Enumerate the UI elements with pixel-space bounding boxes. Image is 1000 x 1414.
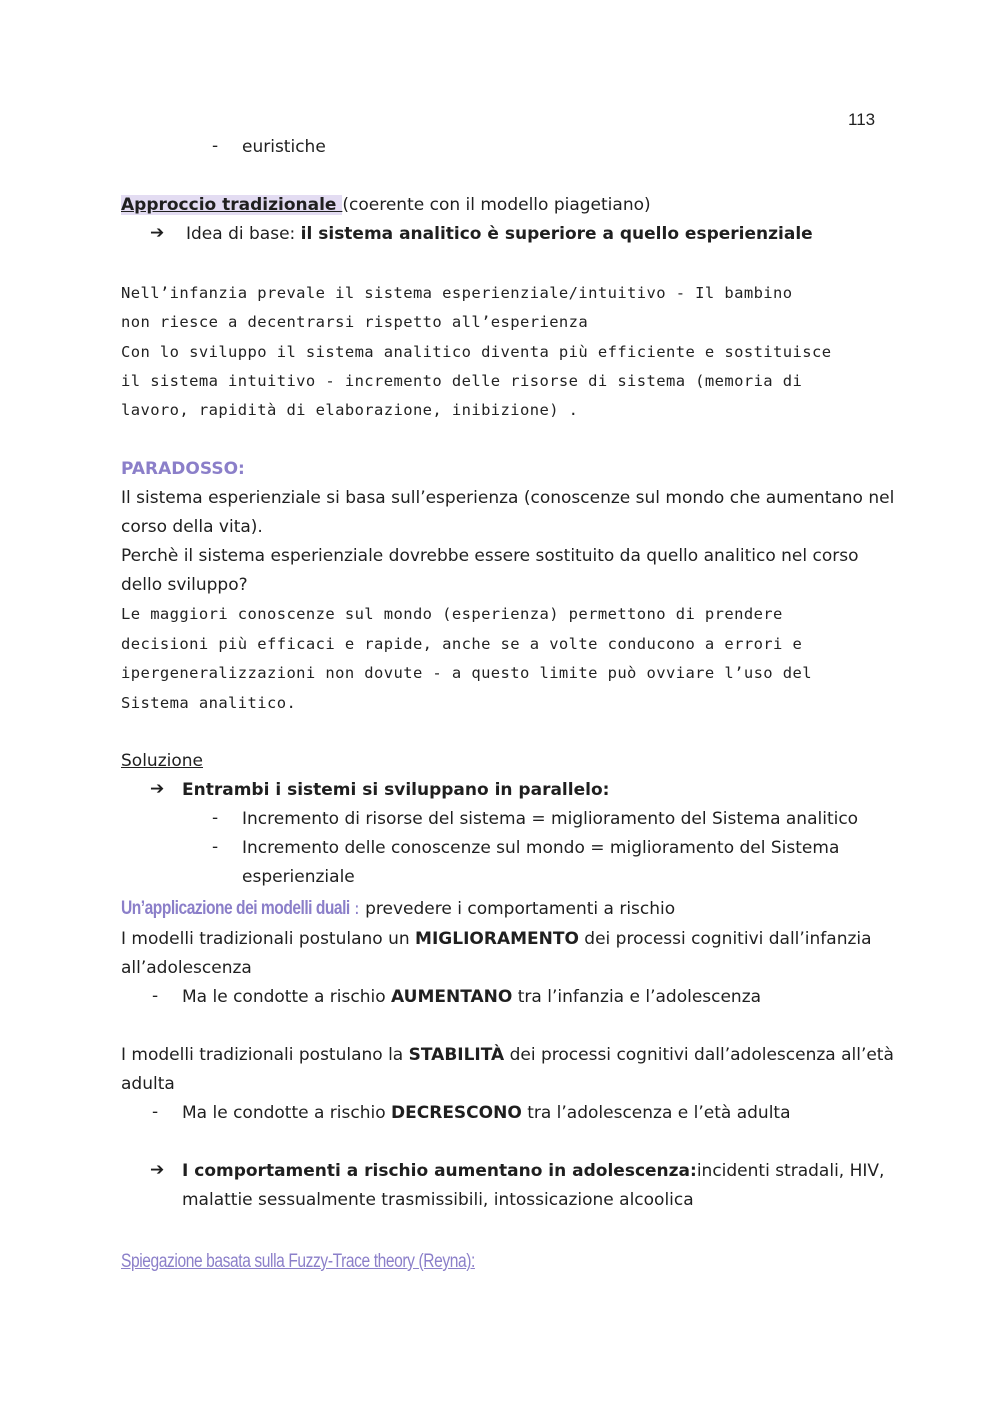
idea-prefix: Idea di base: <box>186 224 301 244</box>
arrow-item <box>182 1160 884 1182</box>
applicazione-colon: : <box>353 899 366 919</box>
soluzione-sub: Incremento di risorse del sistema = miglioramento del Sistema analitico <box>242 809 859 829</box>
bold-text: DECRESCONO <box>391 1103 522 1123</box>
arrow-bullet: ➔ <box>150 223 165 243</box>
list-dash: - <box>212 808 219 828</box>
text: incidenti stradali, HIV, <box>696 1161 885 1181</box>
paragraph-line: adulta <box>121 1074 175 1094</box>
mono-line: Le maggiori conoscenze sul mondo (esperienza) permettono di prendere <box>121 605 783 623</box>
idea-di-base <box>186 223 813 245</box>
mono-line: Nell’infanzia prevale il sistema esperienziale/intuitivo - Il bambino <box>121 284 793 302</box>
page-number: 113 <box>848 110 876 129</box>
paradosso-line: Il sistema esperienziale si basa sull’esperienza (conoscenze sul mondo che aumentano nel <box>121 488 895 508</box>
mono-line: il sistema intuitivo - incremento delle risorse di sistema (memoria di <box>121 372 803 390</box>
spiegazione-text: Spiegazione basata sulla Fuzzy-Trace theory (Reyna): <box>121 1251 475 1272</box>
spiegazione-heading <box>121 1251 553 1273</box>
approccio-heading <box>121 194 651 216</box>
mono-line: ipergeneralizzazioni non dovute - a questo limite può ovviare l’uso del <box>121 664 812 682</box>
approccio-title: Approccio tradizionale <box>121 195 343 215</box>
mono-line: Con lo sviluppo il sistema analitico diventa più efficiente e sostituisce <box>121 343 832 361</box>
text: tra l’infanzia e l’adolescenza <box>512 987 762 1007</box>
mono-line: non riesce a decentrarsi rispetto all’esperienza <box>121 313 589 331</box>
soluzione-sub: Incremento delle conoscenze sul mondo = miglioramento del Sistema <box>242 838 840 858</box>
mono-line: decisioni più efficaci e rapide, anche se a volte conducono a errori e <box>121 635 803 653</box>
arrow-bullet: ➔ <box>150 779 165 799</box>
arrow-bullet: ➔ <box>150 1160 165 1180</box>
idea-bold: il sistema analitico è superiore a quello esperienziale <box>300 224 813 244</box>
text: tra l’adolescenza e l’età adulta <box>521 1103 791 1123</box>
applicazione-heading <box>121 898 675 920</box>
text: I modelli tradizionali postulano un <box>121 929 416 949</box>
list-item <box>182 986 761 1008</box>
paragraph-line <box>121 1044 894 1066</box>
soluzione-heading: Soluzione <box>121 751 203 771</box>
paragraph-line <box>121 928 872 950</box>
bold-text: MIGLIORAMENTO <box>415 929 579 949</box>
list-dash: - <box>152 986 159 1006</box>
list-item-euristiche: euristiche <box>242 137 326 157</box>
paradosso-line: corso della vita). <box>121 517 263 537</box>
text: dei processi cognitivi dall’infanzia <box>578 929 872 949</box>
approccio-note: (coerente con il modello piagetiano) <box>342 195 651 215</box>
soluzione-sub-cont: esperienziale <box>242 867 355 887</box>
arrow-item-cont: malattie sessualmente trasmissibili, intossicazione alcoolica <box>182 1190 694 1210</box>
paradosso-heading: PARADOSSO: <box>121 459 245 479</box>
applicazione-title: Un’applicazione dei modelli duali <box>121 898 350 919</box>
list-dash: - <box>212 837 219 857</box>
list-dash: - <box>152 1102 159 1122</box>
text: dei processi cognitivi dall’adolescenza all’età <box>504 1045 894 1065</box>
paragraph-line: all’adolescenza <box>121 958 252 978</box>
text: I modelli tradizionali postulano la <box>121 1045 409 1065</box>
paradosso-line: dello sviluppo? <box>121 575 248 595</box>
text: Ma le condotte a rischio <box>182 987 392 1007</box>
mono-line: Sistema analitico. <box>121 694 297 712</box>
bold-text: STABILITÀ <box>408 1045 505 1065</box>
bold-text: I comportamenti a rischio aumentano in adolescenza: <box>182 1161 697 1181</box>
list-item <box>182 1102 791 1124</box>
text: Ma le condotte a rischio <box>182 1103 392 1123</box>
bold-text: AUMENTANO <box>391 987 513 1007</box>
list-dash: - <box>212 136 219 156</box>
applicazione-rest: prevedere i comportamenti a rischio <box>365 899 676 919</box>
paradosso-line: Perchè il sistema esperienziale dovrebbe essere sostituito da quello analitico nel corso <box>121 546 859 566</box>
soluzione-arrow-text: Entrambi i sistemi si sviluppano in parallelo: <box>182 780 610 800</box>
mono-line: lavoro, rapidità di elaborazione, inibizione) . <box>121 401 579 419</box>
